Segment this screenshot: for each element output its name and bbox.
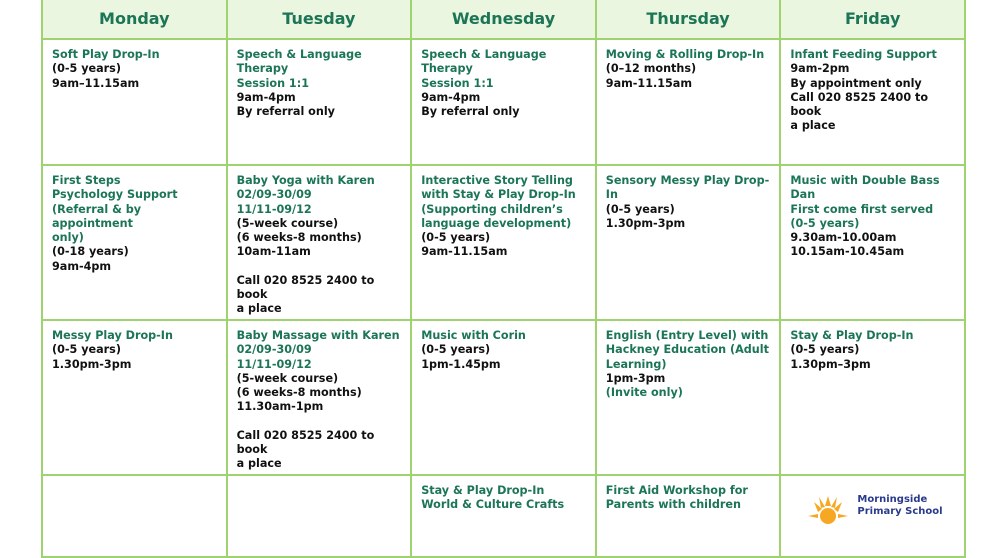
session-title-line: 02/09-30/09 [236,188,312,202]
session-title-line: Session 1:1 [421,76,494,90]
session-detail-line: 1.30pm–3pm [790,357,871,371]
session-detail-line: By referral only [236,105,335,119]
session-detail-line: (0-5 years) [421,343,491,357]
school-logo [781,476,964,526]
session-detail-line: By referral only [421,105,520,119]
session-detail-line: 9am-4pm [52,259,112,273]
session-title-line: First Steps [52,174,121,187]
timetable-row [42,39,965,165]
session-detail-line: (6 weeks-8 months) [236,386,362,400]
session-cell-r4-wednesday [411,475,596,557]
timetable [41,0,966,558]
session-title-line: English (Entry Level) with [605,329,769,342]
session-cell-r3-wednesday [411,320,596,475]
session-detail-line: 10am-11am [236,245,311,259]
session-cell-r2-thursday [596,165,781,320]
session-title-line: World & Culture Crafts [421,498,565,512]
session-title-line: (Supporting children’s [421,202,563,216]
session-title-line: Soft Play Drop-In [52,48,160,61]
day-header-monday: Monday [42,0,227,39]
session-cell-r2-tuesday [227,165,412,320]
session-title-line: (0-5 years) [790,216,860,230]
day-header-friday: Friday [780,0,965,39]
session-detail-line: a place [790,119,836,133]
session-cell-r3-friday [780,320,965,475]
session-detail-line: 9am-4pm [421,90,481,104]
session-title-line: only) [52,231,84,245]
session-title-line: Psychology Support [52,188,178,202]
school-logo-cell [780,475,965,557]
session-detail-line: 1.30pm-3pm [52,357,132,371]
session-detail-line: (0-5 years) [605,202,675,216]
session-title-line: (Referral & by appointment [52,202,142,230]
session-detail-line: 1pm-1.45pm [421,357,501,371]
session-title-line: Baby Yoga with Karen [236,174,375,187]
session-detail-line: a place [236,457,282,471]
session-cell-r3-thursday [596,320,781,475]
session-title-line: Baby Massage with Karen [236,329,400,342]
session-title-line: Music with Corin [421,329,526,342]
session-detail-line: 1pm-3pm [605,371,666,385]
session-detail-line: (0-5 years) [52,343,121,357]
session-title-line: Sensory Messy Play Drop-In [605,174,770,202]
session-title-line: Hackney Education (Adult [605,343,769,357]
session-cell-r1-tuesday [227,39,412,165]
session-detail-line: Call 020 8525 2400 to book [790,90,929,119]
session-title-line: Speech & Language Therapy [236,48,362,76]
session-detail-line: (0-5 years) [52,62,121,76]
session-cell-r4-thursday [596,475,781,557]
session-title-line: with Stay & Play Drop-In [421,188,576,202]
session-cell-r1-wednesday [411,39,596,165]
session-title-line: 11/11-09/12 [236,357,312,371]
session-cell-r3-monday [42,320,227,475]
session-detail-line: 1.30pm-3pm [605,216,686,230]
session-title-line: Interactive Story Telling [421,174,573,187]
session-detail-line: 9am-11.15am [421,245,508,259]
sun-logo-icon [807,494,849,526]
session-detail-line: 11.30am-1pm [236,400,324,414]
session-cell-r3-tuesday [227,320,412,475]
session-detail-line: (6 weeks-8 months) [236,231,362,245]
day-header-tuesday: Tuesday [227,0,412,39]
line-gap [237,415,403,429]
session-title-line: Session 1:1 [236,76,309,90]
session-detail-line: (5-week course) [236,371,339,385]
session-cell-r1-thursday [596,39,781,165]
session-title-line: Infant Feeding Support [790,48,937,61]
school-logo-text: Morningside Primary School [857,494,943,517]
session-detail-line: 9.30am-10.00am [790,231,897,245]
timetable-row [42,320,965,475]
session-title-line: First come first served [790,202,934,216]
session-title-line: 11/11-09/12 [236,202,312,216]
session-detail-line: Call 020 8525 2400 to book [236,428,375,457]
session-detail-line: (0-18 years) [52,245,129,259]
timetable-row [42,165,965,320]
session-note-line: (Invite only) [605,386,683,400]
day-header-thursday: Thursday [596,0,781,39]
session-title-line: Messy Play Drop-In [52,329,173,342]
session-cell-r2-wednesday [411,165,596,320]
line-gap [237,260,403,274]
header-row [42,0,965,39]
session-cell-r4-tuesday [227,475,412,557]
session-title-line: language development) [421,216,572,230]
session-detail-line: 9am-4pm [236,90,296,104]
session-detail-line: a place [236,302,282,316]
session-cell-r1-monday [42,39,227,165]
session-detail-line: 9am-11.15am [605,76,693,90]
session-detail-line: 10.15am-10.45am [790,245,905,259]
session-title-line: Learning) [605,357,667,371]
session-detail-line: (5-week course) [236,216,339,230]
session-title-line: Parents with children [605,498,741,512]
day-header-wednesday: Wednesday [411,0,596,39]
session-detail-line: 9am-2pm [790,62,850,76]
session-detail-line: Call 020 8525 2400 to book [236,273,375,302]
session-cell-r1-friday [780,39,965,165]
session-detail-line: By appointment only [790,76,922,90]
session-title-line: Stay & Play Drop-In [421,484,545,497]
session-title-line: Moving & Rolling Drop-In [605,48,765,61]
session-detail-line: (0-5 years) [790,343,860,357]
timetable-row [42,475,965,557]
session-cell-r2-monday [42,165,227,320]
session-title-line: Speech & Language Therapy [421,48,547,76]
session-cell-r4-monday [42,475,227,557]
session-detail-line: (0–12 months) [605,62,697,76]
session-detail-line: (0-5 years) [421,231,491,245]
session-title-line: Music with Double Bass Dan [790,174,940,202]
session-title-line: 02/09-30/09 [236,343,312,357]
session-detail-line: 9am–11.15am [52,76,140,90]
session-title-line: First Aid Workshop for [605,484,748,497]
session-cell-r2-friday [780,165,965,320]
session-title-line: Stay & Play Drop-In [790,329,914,342]
